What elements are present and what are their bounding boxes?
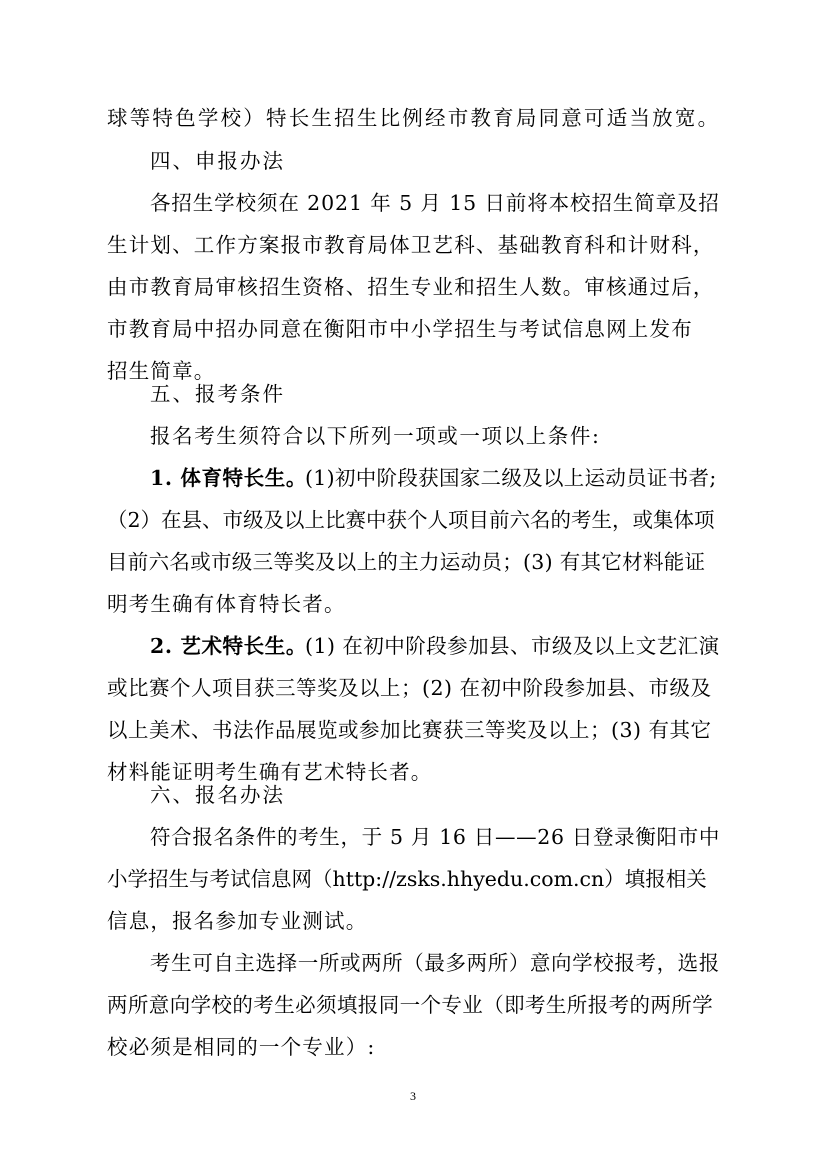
- line-text: （2）在县、市级及以上比赛中获个人项目前六名的考生，或集体项: [107, 508, 715, 532]
- heading-text: 五、报考条件: [150, 382, 285, 406]
- line-text: 各招生学校须在 2021 年 5 月 15 日前将本校招生简章及招: [150, 191, 720, 215]
- line-text: 由市教育局审核招生资格、招生专业和招生人数。审核通过后，: [107, 275, 715, 299]
- page-number: 3: [410, 1089, 416, 1103]
- paragraph-line: [0, 183, 826, 223]
- paragraph-line: [0, 542, 826, 582]
- section-heading-declaration: [0, 141, 826, 181]
- section-heading-conditions: [0, 374, 826, 414]
- line-text: 材料能证明考生确有艺术特长者。: [107, 760, 433, 784]
- paragraph-line: [0, 901, 826, 941]
- paragraph-line: [0, 500, 826, 540]
- line-text: 目前六名或市级三等奖及以上的主力运动员；(3) 有其它材料能证: [107, 550, 706, 574]
- paragraph-line: [0, 859, 826, 899]
- line-text: 考生可自主选择一所或两所（最多两所）意向学校报考，选报: [150, 951, 720, 975]
- line-text: 小学招生与考试信息网（http://zsks.hhyedu.com.cn）填报相关: [107, 867, 707, 891]
- paragraph-line: [0, 98, 826, 138]
- line-text: 信息，报名参加专业测试。: [107, 909, 368, 933]
- paragraph-line: [0, 710, 826, 750]
- line-text: 或比赛个人项目获三等奖及以上；(2) 在初中阶段参加县、市级及: [107, 676, 712, 700]
- line-text: 球等特色学校）特长生招生比例经市教育局同意可适当放宽。: [107, 106, 721, 130]
- line-text: 以上美术、书法作品展览或参加比赛获三等奖及以上；(3) 有其它: [107, 718, 712, 742]
- paragraph-line: [0, 267, 826, 307]
- paragraph-line: [0, 416, 826, 456]
- line-text: 符合报名条件的考生，于 5 月 16 日——26 日登录衡阳市中: [150, 825, 720, 849]
- line-text: 校必须是相同的一个专业）:: [107, 1035, 376, 1059]
- heading-text: 四、申报办法: [150, 149, 285, 173]
- line-text: 报名考生须符合以下所列一项或一项以上条件:: [150, 424, 601, 448]
- line-text: 市教育局中招办同意在衡阳市中小学招生与考试信息网上发布: [107, 317, 693, 341]
- line-text: 两所意向学校的考生必须填报同一个专业（即考生所报考的两所学: [107, 993, 714, 1017]
- paragraph-line: [0, 817, 826, 857]
- sports-label: 1. 体育特长生。: [150, 466, 307, 490]
- line-text: 明考生确有体育特长者。: [107, 592, 346, 616]
- line-text: 招生简章。: [107, 359, 216, 383]
- paragraph-line: [0, 668, 826, 708]
- heading-text: 六、报名办法: [150, 783, 285, 807]
- paragraph-line: [0, 225, 826, 265]
- section-heading-registration: [0, 775, 826, 815]
- paragraph-line: [0, 458, 826, 498]
- paragraph-line: [0, 309, 826, 349]
- line-text: (1) 在初中阶段参加县、市级及以上文艺汇演: [305, 634, 720, 658]
- paragraph-line: [0, 943, 826, 983]
- paragraph-line: [0, 1027, 826, 1067]
- line-text: (1)初中阶段获国家二级及以上运动员证书者;: [305, 466, 717, 490]
- arts-label: 2. 艺术特长生。: [150, 634, 307, 658]
- paragraph-line: [0, 985, 826, 1025]
- line-text: 生计划、工作方案报市教育局体卫艺科、基础教育科和计财科，: [107, 233, 715, 257]
- paragraph-line: [0, 626, 826, 666]
- paragraph-line: [0, 584, 826, 624]
